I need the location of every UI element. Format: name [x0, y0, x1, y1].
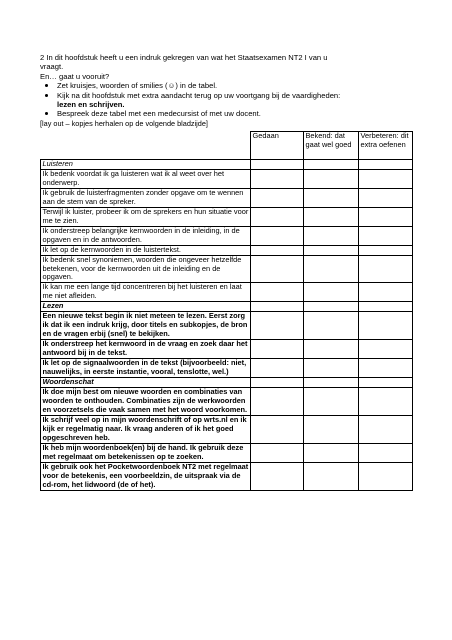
header-gedaan: Gedaan: [251, 132, 304, 160]
section-title: Luisteren: [41, 160, 251, 170]
instruction-item: Zet kruisjes, woorden of smilies (☺) in de tabel.: [57, 81, 412, 90]
statement-cell: Ik kan me een lange tijd concentreren bij het luisteren en laat me niet afleiden.: [41, 283, 251, 302]
bekend-cell[interactable]: [304, 170, 359, 189]
header-verbeteren: Verbeteren: dit extra oefenen: [359, 132, 413, 160]
gedaan-cell[interactable]: [251, 312, 304, 340]
table-row: [41, 415, 413, 443]
bullet-icon: [45, 84, 48, 87]
bullet-icon: [45, 94, 48, 97]
bekend-cell[interactable]: [304, 443, 359, 462]
gedaan-cell[interactable]: [251, 359, 304, 378]
table-row: [41, 283, 413, 302]
verbeteren-cell[interactable]: [359, 462, 413, 490]
table-row: [41, 255, 413, 283]
bekend-cell[interactable]: [304, 462, 359, 490]
intro-line-1: 2 In dit hoofdstuk heeft u een indruk gekregen van wat het Staatsexamen NT2 I van u: [40, 53, 328, 62]
verbeteren-cell[interactable]: [359, 359, 413, 378]
gedaan-cell: [251, 160, 304, 170]
statement-cell: Ik schrijf veel op in mijn woordenschrift of op wrts.nl en ik kijk er regelmatig naar. Ik vraag anderen of ik het goed opgeschreven heb.: [41, 415, 251, 443]
table-row: [41, 207, 413, 226]
bekend-cell[interactable]: [304, 359, 359, 378]
gedaan-cell[interactable]: [251, 245, 304, 255]
verbeteren-cell[interactable]: [359, 255, 413, 283]
statement-cell: Ik gebruik ook het Pocketwoordenboek NT2 met regelmaat voor de betekenis, een voorbeeldzin, de uitspraak via de cd-rom, het lidwoord (de of het).: [41, 462, 251, 490]
layout-note: [lay out – kopjes herhalen op de volgende bladzijde]: [40, 118, 208, 128]
verbeteren-cell[interactable]: [359, 207, 413, 226]
gedaan-cell[interactable]: [251, 170, 304, 189]
gedaan-cell: [251, 378, 304, 388]
statement-cell: Terwijl ik luister, probeer ik om de sprekers en hun situatie voor me te zien.: [41, 207, 251, 226]
verbeteren-cell[interactable]: [359, 188, 413, 207]
table-row: [41, 226, 413, 245]
table-row: [41, 188, 413, 207]
table-row: [41, 359, 413, 378]
gedaan-cell[interactable]: [251, 388, 304, 416]
table-row: [41, 443, 413, 462]
bekend-cell[interactable]: [304, 415, 359, 443]
verbeteren-cell[interactable]: [359, 443, 413, 462]
bekend-cell: [304, 302, 359, 312]
intro-line-3: En… gaat u vooruit?: [40, 71, 110, 81]
gedaan-cell[interactable]: [251, 443, 304, 462]
statement-cell: Ik let op de signaalwoorden in de tekst (bijvoorbeeld: niet, nauwelijks, in eerste instantie, vooral, tenslotte, wel.): [41, 359, 251, 378]
gedaan-cell[interactable]: [251, 415, 304, 443]
verbeteren-cell: [359, 302, 413, 312]
verbeteren-cell: [359, 160, 413, 170]
gedaan-cell[interactable]: [251, 283, 304, 302]
verbeteren-cell[interactable]: [359, 312, 413, 340]
instruction-item: Kijk na dit hoofdstuk met extra aandacht terug op uw voortgang bij de vaardigheden: lezen en schrijven.: [57, 91, 412, 110]
table-row: [41, 462, 413, 490]
table-row: [41, 245, 413, 255]
instruction-item: Bespreek deze tabel met een medecursist of met uw docent.: [57, 109, 412, 118]
progress-table: [40, 131, 413, 491]
section-row: [41, 160, 413, 170]
bekend-cell[interactable]: [304, 255, 359, 283]
verbeteren-cell[interactable]: [359, 245, 413, 255]
section-row: [41, 378, 413, 388]
emphasis-skills: lezen en schrijven.: [57, 100, 125, 110]
statement-cell: Ik bedenk voordat ik ga luisteren wat ik al weet over het onderwerp.: [41, 170, 251, 189]
verbeteren-cell[interactable]: [359, 283, 413, 302]
gedaan-cell[interactable]: [251, 226, 304, 245]
table-row: [41, 388, 413, 416]
bekend-cell[interactable]: [304, 188, 359, 207]
bekend-cell[interactable]: [304, 207, 359, 226]
bekend-cell[interactable]: [304, 388, 359, 416]
gedaan-cell[interactable]: [251, 255, 304, 283]
gedaan-cell[interactable]: [251, 340, 304, 359]
bekend-cell: [304, 160, 359, 170]
gedaan-cell[interactable]: [251, 188, 304, 207]
verbeteren-cell[interactable]: [359, 388, 413, 416]
section-title: Lezen: [41, 302, 251, 312]
section-row: [41, 302, 413, 312]
table-row: [41, 312, 413, 340]
intro-text: [40, 53, 412, 128]
statement-cell: Een nieuwe tekst begin ik niet meteen te lezen. Eerst zorg ik dat ik een indruk krijg, door titels en subkopjes, de bron en de vragen erbij (snel) te bekijken.: [41, 312, 251, 340]
verbeteren-cell[interactable]: [359, 340, 413, 359]
verbeteren-cell[interactable]: [359, 226, 413, 245]
statement-cell: Ik gebruik de luisterfragmenten zonder opgave om te wennen aan de stem van de spreker.: [41, 188, 251, 207]
table-row: [41, 340, 413, 359]
statement-cell: Ik let op de kernwoorden in de luistertekst.: [41, 245, 251, 255]
bekend-cell[interactable]: [304, 226, 359, 245]
bekend-cell[interactable]: [304, 312, 359, 340]
table-header-row: [41, 132, 413, 160]
bekend-cell[interactable]: [304, 283, 359, 302]
statement-cell: Ik onderstreep belangrijke kernwoorden in de inleiding, in de opgaven en in de antwoorden.: [41, 226, 251, 245]
instruction-list: [40, 81, 412, 119]
table-body: [41, 160, 413, 491]
header-bekend: Bekend: dat gaat wel goed: [304, 132, 359, 160]
bekend-cell[interactable]: [304, 340, 359, 359]
statement-cell: Ik onderstreep het kernwoord in de vraag en zoek daar het antwoord bij in de tekst.: [41, 340, 251, 359]
header-blank-cell: [41, 132, 251, 160]
verbeteren-cell: [359, 378, 413, 388]
gedaan-cell: [251, 302, 304, 312]
bekend-cell: [304, 378, 359, 388]
verbeteren-cell[interactable]: [359, 415, 413, 443]
gedaan-cell[interactable]: [251, 462, 304, 490]
section-title: Woordenschat: [41, 378, 251, 388]
intro-line-2: vraagt.: [40, 62, 64, 72]
gedaan-cell[interactable]: [251, 207, 304, 226]
statement-cell: Ik bedenk snel synoniemen, woorden die ongeveer hetzelfde betekenen, voor de kernwoorden uit de inleiding en de opgaven.: [41, 255, 251, 283]
statement-cell: Ik heb mijn woordenboek(en) bij de hand. Ik gebruik deze met regelmaat om betekenissen op te zoeken.: [41, 443, 251, 462]
bekend-cell[interactable]: [304, 245, 359, 255]
statement-cell: Ik doe mijn best om nieuwe woorden en combinaties van woorden te onthouden. Combinaties zijn de werkwoorden en voorzetsels die vaak samen met het woord voorkomen.: [41, 388, 251, 416]
verbeteren-cell[interactable]: [359, 170, 413, 189]
table-row: [41, 170, 413, 189]
bullet-icon: [45, 112, 48, 115]
